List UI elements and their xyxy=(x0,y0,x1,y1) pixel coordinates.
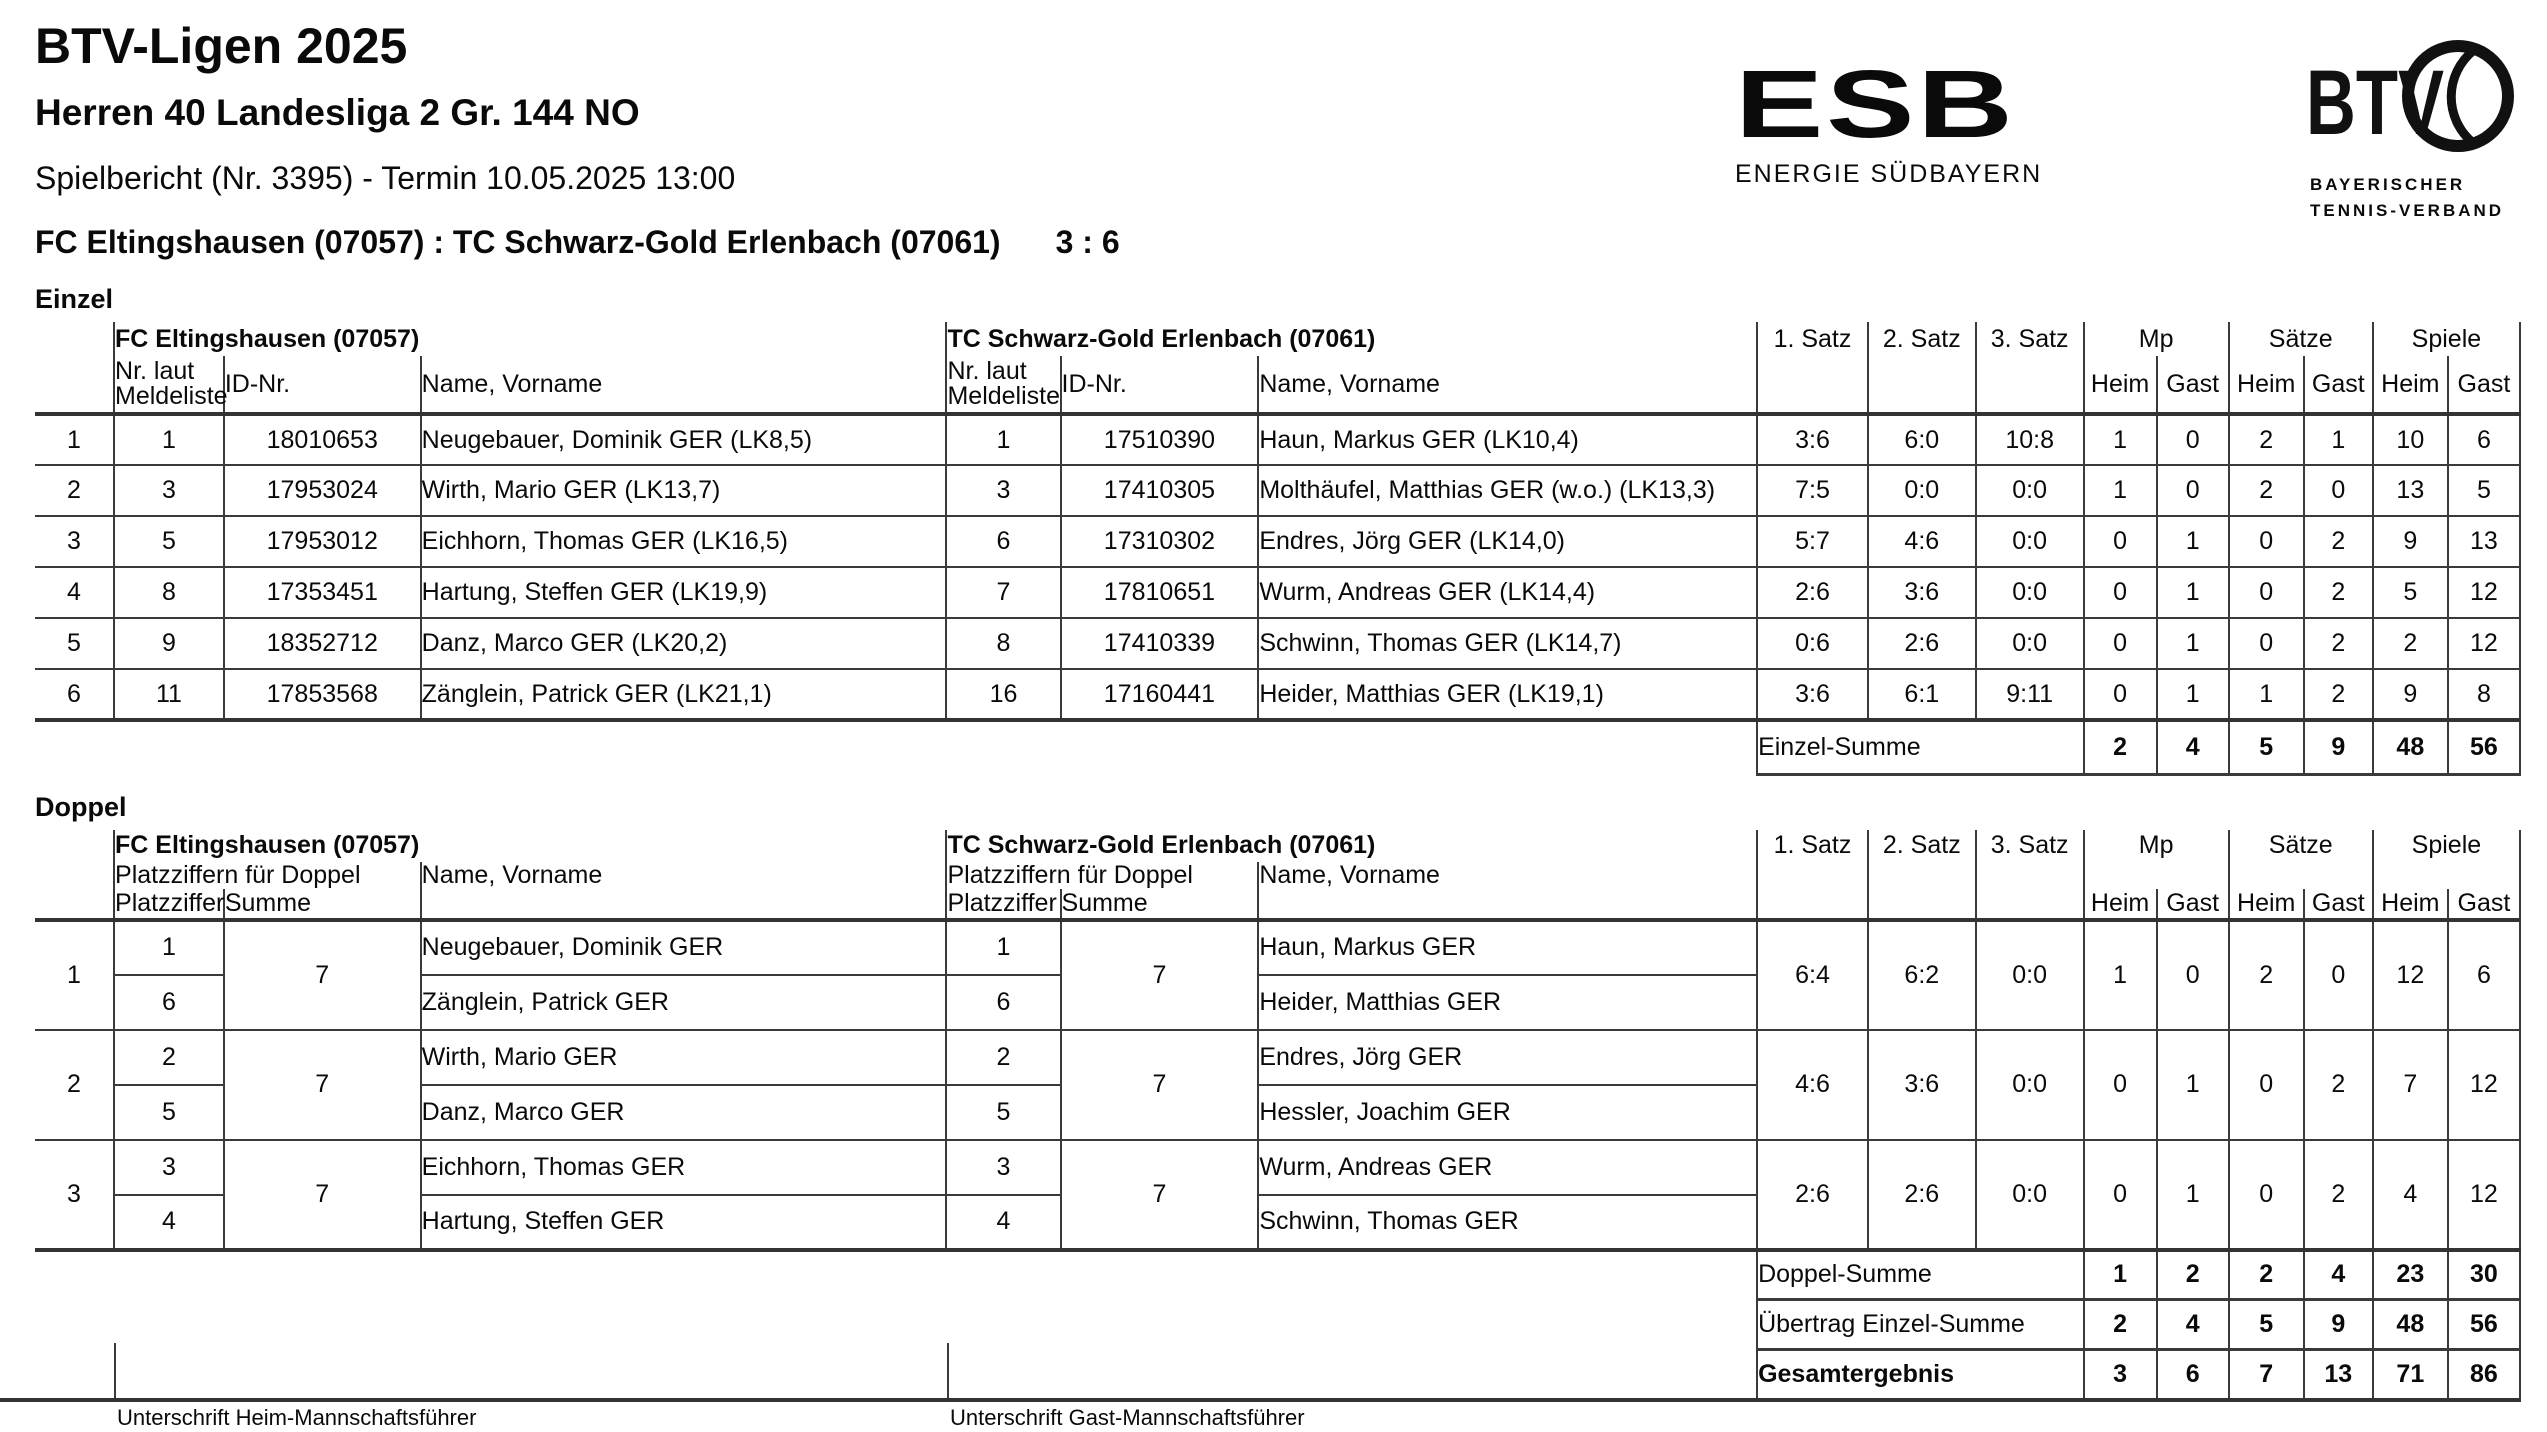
heim-id-cell: 18010653 xyxy=(224,414,421,465)
btv-logo-graphic xyxy=(2306,34,2536,170)
gast-id-cell: 17810651 xyxy=(1061,567,1259,618)
satz3-cell: 0:0 xyxy=(1976,1140,2084,1250)
summe-spiele-gast: 30 xyxy=(2448,1250,2520,1300)
gast-id-cell: 17310302 xyxy=(1061,516,1259,567)
heim-name-cell: Wirth, Mario GER xyxy=(421,1030,947,1085)
saetze-heim-cell: 2 xyxy=(2229,414,2304,465)
summe-saetze-gast: 9 xyxy=(2304,720,2373,774)
platzziffer-cell: 2 xyxy=(114,1030,224,1085)
gast-nr-cell: 8 xyxy=(946,618,1060,669)
platzziffer-header: Platzziffer xyxy=(114,889,224,920)
platzziffer-cell-gast: 2 xyxy=(946,1030,1060,1085)
summe-mp-gast: 4 xyxy=(2157,720,2229,774)
doppel-row-top xyxy=(35,1140,2520,1195)
mp-gast-cell: 0 xyxy=(2157,920,2229,1030)
signature-label-heim: Unterschrift Heim-Mannschaftsführer xyxy=(117,1404,477,1430)
einzel-row xyxy=(35,618,2520,669)
platzziffer-header-gast: Platzziffer xyxy=(946,889,1060,920)
heim-id-cell: 17353451 xyxy=(224,567,421,618)
corner-cell xyxy=(35,322,114,414)
name-spacer-gast xyxy=(1258,889,1757,920)
einzel-header-row-1 xyxy=(35,322,2520,356)
spiele-heim-cell: 2 xyxy=(2373,618,2448,669)
satz3-cell: 10:8 xyxy=(1976,414,2084,465)
summe-saetze-heim: 5 xyxy=(2229,720,2304,774)
summe-spacer xyxy=(35,720,1757,774)
saetze-header: Sätze xyxy=(2229,322,2373,356)
summe-cell: 7 xyxy=(224,1140,421,1250)
mp-heim-cell: 1 xyxy=(2084,920,2157,1030)
summe-spacer xyxy=(35,1250,1757,1300)
summe-spiele-heim: 48 xyxy=(2373,720,2448,774)
gast-name-cell: Schwinn, Thomas GER (LK14,7) xyxy=(1258,618,1757,669)
gast-name-cell: Endres, Jörg GER xyxy=(1258,1030,1757,1085)
match-nr-cell: 2 xyxy=(35,1030,114,1140)
satz1-cell: 5:7 xyxy=(1757,516,1868,567)
uebertrag-row xyxy=(35,1300,2520,1350)
satz1-spacer xyxy=(1757,862,1868,889)
mp-heim-cell: 1 xyxy=(2084,465,2157,516)
gast-name-cell: Wurm, Andreas GER xyxy=(1258,1140,1757,1195)
uebertrag-saetze-gast: 9 xyxy=(2304,1300,2373,1350)
page-title: BTV-Ligen 2025 xyxy=(35,18,408,74)
saetze-heim-cell: 0 xyxy=(2229,1030,2304,1140)
satz3-cell: 0:0 xyxy=(1976,465,2084,516)
gast-name-cell: Wurm, Andreas GER (LK14,4) xyxy=(1258,567,1757,618)
summe-cell-gast: 7 xyxy=(1061,920,1259,1030)
spiele-gast-cell: 12 xyxy=(2448,1030,2520,1140)
saetze-gast-cell: 2 xyxy=(2304,516,2373,567)
spiele-header: Spiele xyxy=(2373,322,2520,356)
doppel-header-row-3 xyxy=(35,889,2520,920)
satz3-spacer xyxy=(1976,356,2084,414)
gast-id-cell: 17160441 xyxy=(1061,669,1259,720)
satz1-header: 1. Satz xyxy=(1757,830,1868,862)
satz1-cell: 4:6 xyxy=(1757,1030,1868,1140)
esb-logo-subtext: ENERGIE SÜDBAYERN xyxy=(1735,160,2043,188)
name-header-gast: Name, Vorname xyxy=(1258,356,1757,414)
gast-name-cell: Heider, Matthias GER xyxy=(1258,975,1757,1030)
summe-spiele-gast: 56 xyxy=(2448,720,2520,774)
satz1-cell: 3:6 xyxy=(1757,669,1868,720)
gast-nr-cell: 6 xyxy=(946,516,1060,567)
mp-gast-cell: 1 xyxy=(2157,516,2229,567)
match-nr-cell: 3 xyxy=(35,516,114,567)
mp-heim-cell: 0 xyxy=(2084,618,2157,669)
heim-name-cell: Eichhorn, Thomas GER (LK16,5) xyxy=(421,516,947,567)
saetze-gast-cell: 2 xyxy=(2304,567,2373,618)
einzel-summe-label: Einzel-Summe xyxy=(1757,720,2084,774)
mp-heim-cell: 0 xyxy=(2084,669,2157,720)
btv-logo-text: BTV xyxy=(2306,52,2444,154)
mp-gast-cell: 1 xyxy=(2157,618,2229,669)
heim-nr-cell: 9 xyxy=(114,618,224,669)
spiele-heim-cell: 4 xyxy=(2373,1140,2448,1250)
einzel-summe-row xyxy=(35,720,2520,774)
mp-gast-cell: 1 xyxy=(2157,567,2229,618)
btv-subtext-line2: TENNIS-VERBAND xyxy=(2310,201,2505,220)
spiele-gast-cell: 6 xyxy=(2448,414,2520,465)
platzziffer-cell-gast: 4 xyxy=(946,1195,1060,1250)
summe-mp-heim: 2 xyxy=(2084,720,2157,774)
signature-tick-heim xyxy=(114,1343,116,1398)
heim-nr-cell: 11 xyxy=(114,669,224,720)
summe-saetze-gast: 4 xyxy=(2304,1250,2373,1300)
gast-nr-cell: 3 xyxy=(946,465,1060,516)
match-nr-cell: 3 xyxy=(35,1140,114,1250)
satz1-cell: 6:4 xyxy=(1757,920,1868,1030)
satz1-cell: 7:5 xyxy=(1757,465,1868,516)
mp-heim-cell: 0 xyxy=(2084,516,2157,567)
satz2-cell: 3:6 xyxy=(1868,567,1976,618)
mp-gast-cell: 1 xyxy=(2157,1140,2229,1250)
spiele-heim-header: Heim xyxy=(2373,356,2448,414)
gast-id-cell: 17410305 xyxy=(1061,465,1259,516)
satz3-cell: 0:0 xyxy=(1976,516,2084,567)
satz2-cell: 4:6 xyxy=(1868,516,1976,567)
platzziffern-header: Platzziffern für Doppel xyxy=(114,862,421,889)
satz3-cell: 0:0 xyxy=(1976,618,2084,669)
heim-nr-cell: 1 xyxy=(114,414,224,465)
summe-mp-gast: 2 xyxy=(2157,1250,2229,1300)
satz3-spacer xyxy=(1976,889,2084,920)
match-nr-cell: 1 xyxy=(35,414,114,465)
gesamtergebnis-label: Gesamtergebnis xyxy=(1757,1350,2084,1398)
platzziffern-header-gast: Platzziffern für Doppel xyxy=(946,862,1258,889)
heim-name-cell: Neugebauer, Dominik GER xyxy=(421,920,947,975)
satz2-cell: 6:1 xyxy=(1868,669,1976,720)
tennis-ball-seam xyxy=(2451,50,2474,142)
satz2-spacer xyxy=(1868,356,1976,414)
signature-line xyxy=(0,1398,2521,1402)
mp-heim-header: Heim xyxy=(2084,889,2157,920)
mp-heim-header: Heim xyxy=(2084,356,2157,414)
platzziffer-cell: 6 xyxy=(114,975,224,1030)
gesamt-spiele-gast: 86 xyxy=(2448,1350,2520,1398)
heim-name-cell: Zänglein, Patrick GER (LK21,1) xyxy=(421,669,947,720)
platzziffer-cell: 4 xyxy=(114,1195,224,1250)
mp-heim-cell: 0 xyxy=(2084,1030,2157,1140)
summe-cell: 7 xyxy=(224,920,421,1030)
nr-laut-line2: Meldeliste xyxy=(115,382,228,410)
platzziffer-cell-gast: 5 xyxy=(946,1085,1060,1140)
doppel-summe-label: Doppel-Summe xyxy=(1757,1250,2084,1300)
gesamt-saetze-heim: 7 xyxy=(2229,1350,2304,1398)
mp-gast-header: Gast xyxy=(2157,356,2229,414)
spiele-heim-cell: 10 xyxy=(2373,414,2448,465)
satz2-header: 2. Satz xyxy=(1868,830,1976,862)
heim-team-header: FC Eltingshausen (07057) xyxy=(114,830,946,862)
saetze-gast-header: Gast xyxy=(2304,889,2373,920)
gesamt-mp-heim: 3 xyxy=(2084,1350,2157,1398)
summe-saetze-heim: 2 xyxy=(2229,1250,2304,1300)
satz2-cell: 6:0 xyxy=(1868,414,1976,465)
spiele-gast-cell: 12 xyxy=(2448,1140,2520,1250)
match-nr-cell: 4 xyxy=(35,567,114,618)
name-header-gast: Name, Vorname xyxy=(1258,862,1757,889)
satz1-spacer xyxy=(1757,356,1868,414)
heim-team-header: FC Eltingshausen (07057) xyxy=(114,322,946,356)
spiele-gast-cell: 13 xyxy=(2448,516,2520,567)
einzel-row xyxy=(35,414,2520,465)
heim-name-cell: Danz, Marco GER xyxy=(421,1085,947,1140)
gesamtergebnis-row xyxy=(35,1350,2520,1398)
signature-area xyxy=(0,1398,2521,1432)
mp-heim-cell: 0 xyxy=(2084,567,2157,618)
spiele-gast-header: Gast xyxy=(2448,356,2520,414)
nr-laut-line1: Nr. laut xyxy=(947,357,1027,385)
saetze-heim-header: Heim xyxy=(2229,356,2304,414)
saetze-heim-cell: 1 xyxy=(2229,669,2304,720)
match-nr-cell: 1 xyxy=(35,920,114,1030)
heim-id-cell: 17853568 xyxy=(224,669,421,720)
mp-header: Mp xyxy=(2084,322,2229,356)
gast-name-cell: Haun, Markus GER xyxy=(1258,920,1757,975)
einzel-row xyxy=(35,516,2520,567)
spiele-heim-cell: 9 xyxy=(2373,669,2448,720)
saetze-heim-cell: 0 xyxy=(2229,516,2304,567)
satz2-spacer xyxy=(1868,862,1976,889)
saetze-spacer xyxy=(2229,862,2373,889)
satz3-header: 3. Satz xyxy=(1976,830,2084,862)
gast-team-header: TC Schwarz-Gold Erlenbach (07061) xyxy=(946,830,1757,862)
saetze-gast-cell: 2 xyxy=(2304,1140,2373,1250)
heim-name-cell: Neugebauer, Dominik GER (LK8,5) xyxy=(421,414,947,465)
signature-label-gast: Unterschrift Gast-Mannschaftsführer xyxy=(950,1404,1305,1430)
satz2-cell: 3:6 xyxy=(1868,1030,1976,1140)
btv-logo-subtext xyxy=(2310,172,2504,224)
heim-id-cell: 18352712 xyxy=(224,618,421,669)
doppel-row-top xyxy=(35,920,2520,975)
summe-cell: 7 xyxy=(224,1030,421,1140)
uebertrag-label: Übertrag Einzel-Summe xyxy=(1757,1300,2084,1350)
saetze-gast-cell: 2 xyxy=(2304,1030,2373,1140)
summe-spacer xyxy=(35,1350,1757,1398)
heim-name-cell: Hartung, Steffen GER xyxy=(421,1195,947,1250)
saetze-heim-cell: 2 xyxy=(2229,465,2304,516)
uebertrag-saetze-heim: 5 xyxy=(2229,1300,2304,1350)
spiele-gast-cell: 12 xyxy=(2448,618,2520,669)
mp-gast-cell: 0 xyxy=(2157,465,2229,516)
spiele-gast-cell: 12 xyxy=(2448,567,2520,618)
heim-name-cell: Danz, Marco GER (LK20,2) xyxy=(421,618,947,669)
satz2-cell: 2:6 xyxy=(1868,1140,1976,1250)
heim-nr-cell: 3 xyxy=(114,465,224,516)
saetze-header: Sätze xyxy=(2229,830,2373,862)
spiele-header: Spiele xyxy=(2373,830,2520,862)
gast-nr-cell: 1 xyxy=(946,414,1060,465)
doppel-table xyxy=(35,830,2521,1398)
match-nr-cell: 5 xyxy=(35,618,114,669)
satz1-header: 1. Satz xyxy=(1757,322,1868,356)
spiele-gast-cell: 5 xyxy=(2448,465,2520,516)
name-header: Name, Vorname xyxy=(421,862,947,889)
id-nr-header: ID-Nr. xyxy=(224,356,421,414)
spiele-gast-cell: 6 xyxy=(2448,920,2520,1030)
saetze-gast-cell: 1 xyxy=(2304,414,2373,465)
satz2-cell: 2:6 xyxy=(1868,618,1976,669)
satz2-cell: 0:0 xyxy=(1868,465,1976,516)
saetze-heim-cell: 0 xyxy=(2229,618,2304,669)
doppel-row-top xyxy=(35,1030,2520,1085)
match-score: 3 : 6 xyxy=(1055,224,1120,260)
einzel-header-row-2 xyxy=(35,356,2520,414)
uebertrag-spiele-gast: 56 xyxy=(2448,1300,2520,1350)
spiele-heim-header: Heim xyxy=(2373,889,2448,920)
gast-team-header: TC Schwarz-Gold Erlenbach (07061) xyxy=(946,322,1757,356)
report-line: Spielbericht (Nr. 3395) - Termin 10.05.2025 13:00 xyxy=(35,160,736,196)
btv-logo xyxy=(2306,34,2536,224)
nr-laut-header xyxy=(114,356,228,414)
satz1-cell: 2:6 xyxy=(1757,1140,1868,1250)
section-label-doppel: Doppel xyxy=(35,791,127,822)
mp-header: Mp xyxy=(2084,830,2229,862)
saetze-gast-cell: 0 xyxy=(2304,465,2373,516)
gast-name-cell: Endres, Jörg GER (LK14,0) xyxy=(1258,516,1757,567)
gast-name-cell: Heider, Matthias GER (LK19,1) xyxy=(1258,669,1757,720)
heim-id-cell: 17953024 xyxy=(224,465,421,516)
spiele-heim-cell: 5 xyxy=(2373,567,2448,618)
spiele-spacer xyxy=(2373,862,2520,889)
satz2-header: 2. Satz xyxy=(1868,322,1976,356)
gast-id-cell: 17510390 xyxy=(1061,414,1259,465)
header xyxy=(0,0,2547,284)
heim-id-cell: 17953012 xyxy=(224,516,421,567)
gesamt-mp-gast: 6 xyxy=(2157,1350,2229,1398)
summe-header: Summe xyxy=(224,889,421,920)
nr-laut-line1: Nr. laut xyxy=(115,357,195,385)
heim-name-cell: Wirth, Mario GER (LK13,7) xyxy=(421,465,947,516)
match-nr-cell: 2 xyxy=(35,465,114,516)
einzel-row xyxy=(35,465,2520,516)
saetze-heim-cell: 2 xyxy=(2229,920,2304,1030)
summe-cell-gast: 7 xyxy=(1061,1140,1259,1250)
einzel-row xyxy=(35,669,2520,720)
saetze-heim-header: Heim xyxy=(2229,889,2304,920)
platzziffer-cell-gast: 6 xyxy=(946,975,1060,1030)
uebertrag-mp-heim: 2 xyxy=(2084,1300,2157,1350)
corner-cell xyxy=(35,830,114,920)
heim-name-cell: Hartung, Steffen GER (LK19,9) xyxy=(421,567,947,618)
summe-header-gast: Summe xyxy=(1061,889,1259,920)
match-teams: FC Eltingshausen (07057) : TC Schwarz-Gold Erlenbach (07061) xyxy=(35,224,1001,260)
saetze-gast-header: Gast xyxy=(2304,356,2373,414)
match-nr-cell: 6 xyxy=(35,669,114,720)
name-spacer xyxy=(421,889,947,920)
name-header: Name, Vorname xyxy=(421,356,947,414)
einzel-row xyxy=(35,567,2520,618)
satz1-spacer xyxy=(1757,889,1868,920)
saetze-gast-cell: 2 xyxy=(2304,669,2373,720)
satz3-cell: 0:0 xyxy=(1976,1030,2084,1140)
satz3-cell: 0:0 xyxy=(1976,920,2084,1030)
mp-gast-header: Gast xyxy=(2157,889,2229,920)
satz3-cell: 0:0 xyxy=(1976,567,2084,618)
spiele-heim-cell: 12 xyxy=(2373,920,2448,1030)
platzziffer-cell-gast: 3 xyxy=(946,1140,1060,1195)
gast-name-cell: Schwinn, Thomas GER xyxy=(1258,1195,1757,1250)
spiele-heim-cell: 9 xyxy=(2373,516,2448,567)
saetze-gast-cell: 2 xyxy=(2304,618,2373,669)
spiele-gast-header: Gast xyxy=(2448,889,2520,920)
satz3-spacer xyxy=(1976,862,2084,889)
platzziffer-cell: 1 xyxy=(114,920,224,975)
uebertrag-spiele-heim: 48 xyxy=(2373,1300,2448,1350)
satz2-cell: 6:2 xyxy=(1868,920,1976,1030)
nr-laut-header-gast xyxy=(946,356,1060,414)
mp-heim-cell: 0 xyxy=(2084,1140,2157,1250)
summe-mp-heim: 1 xyxy=(2084,1250,2157,1300)
gast-name-cell: Hessler, Joachim GER xyxy=(1258,1085,1757,1140)
spiele-gast-cell: 8 xyxy=(2448,669,2520,720)
summe-spacer xyxy=(35,1300,1757,1350)
saetze-heim-cell: 0 xyxy=(2229,1140,2304,1250)
gast-name-cell: Haun, Markus GER (LK10,4) xyxy=(1258,414,1757,465)
mp-gast-cell: 1 xyxy=(2157,1030,2229,1140)
heim-nr-cell: 8 xyxy=(114,567,224,618)
spiele-heim-cell: 13 xyxy=(2373,465,2448,516)
id-nr-header-gast: ID-Nr. xyxy=(1061,356,1259,414)
section-label-einzel: Einzel xyxy=(35,284,114,314)
gast-id-cell: 17410339 xyxy=(1061,618,1259,669)
gesamt-saetze-gast: 13 xyxy=(2304,1350,2373,1398)
mp-gast-cell: 0 xyxy=(2157,414,2229,465)
heim-name-cell: Eichhorn, Thomas GER xyxy=(421,1140,947,1195)
heim-name-cell: Zänglein, Patrick GER xyxy=(421,975,947,1030)
esb-logo-text: ESB xyxy=(1735,51,2016,158)
saetze-gast-cell: 0 xyxy=(2304,920,2373,1030)
satz1-cell: 2:6 xyxy=(1757,567,1868,618)
mp-gast-cell: 1 xyxy=(2157,669,2229,720)
platzziffer-cell-gast: 1 xyxy=(946,920,1060,975)
nr-laut-line2: Meldeliste xyxy=(947,382,1061,410)
gesamt-spiele-heim: 71 xyxy=(2373,1350,2448,1398)
match-result-line xyxy=(35,224,1120,260)
platzziffer-cell: 5 xyxy=(114,1085,224,1140)
satz3-header: 3. Satz xyxy=(1976,322,2084,356)
satz3-cell: 9:11 xyxy=(1976,669,2084,720)
saetze-heim-cell: 0 xyxy=(2229,567,2304,618)
satz1-cell: 0:6 xyxy=(1757,618,1868,669)
doppel-header-row-2 xyxy=(35,862,2520,889)
esb-logo xyxy=(1735,51,2055,189)
platzziffer-cell: 3 xyxy=(114,1140,224,1195)
einzel-table xyxy=(35,322,2521,776)
gast-nr-cell: 16 xyxy=(946,669,1060,720)
gast-nr-cell: 7 xyxy=(946,567,1060,618)
doppel-summe-row xyxy=(35,1250,2520,1300)
summe-spiele-heim: 23 xyxy=(2373,1250,2448,1300)
league-subtitle: Herren 40 Landesliga 2 Gr. 144 NO xyxy=(35,92,640,133)
satz1-cell: 3:6 xyxy=(1757,414,1868,465)
signature-tick-gast xyxy=(947,1343,949,1398)
mp-spacer xyxy=(2084,862,2229,889)
spiele-heim-cell: 7 xyxy=(2373,1030,2448,1140)
mp-heim-cell: 1 xyxy=(2084,414,2157,465)
summe-cell-gast: 7 xyxy=(1061,1030,1259,1140)
doppel-header-row-1 xyxy=(35,830,2520,862)
heim-nr-cell: 5 xyxy=(114,516,224,567)
uebertrag-mp-gast: 4 xyxy=(2157,1300,2229,1350)
satz2-spacer xyxy=(1868,889,1976,920)
gast-name-cell: Molthäufel, Matthias GER (w.o.) (LK13,3) xyxy=(1258,465,1757,516)
btv-subtext-line1: BAYERISCHER xyxy=(2310,175,2466,194)
